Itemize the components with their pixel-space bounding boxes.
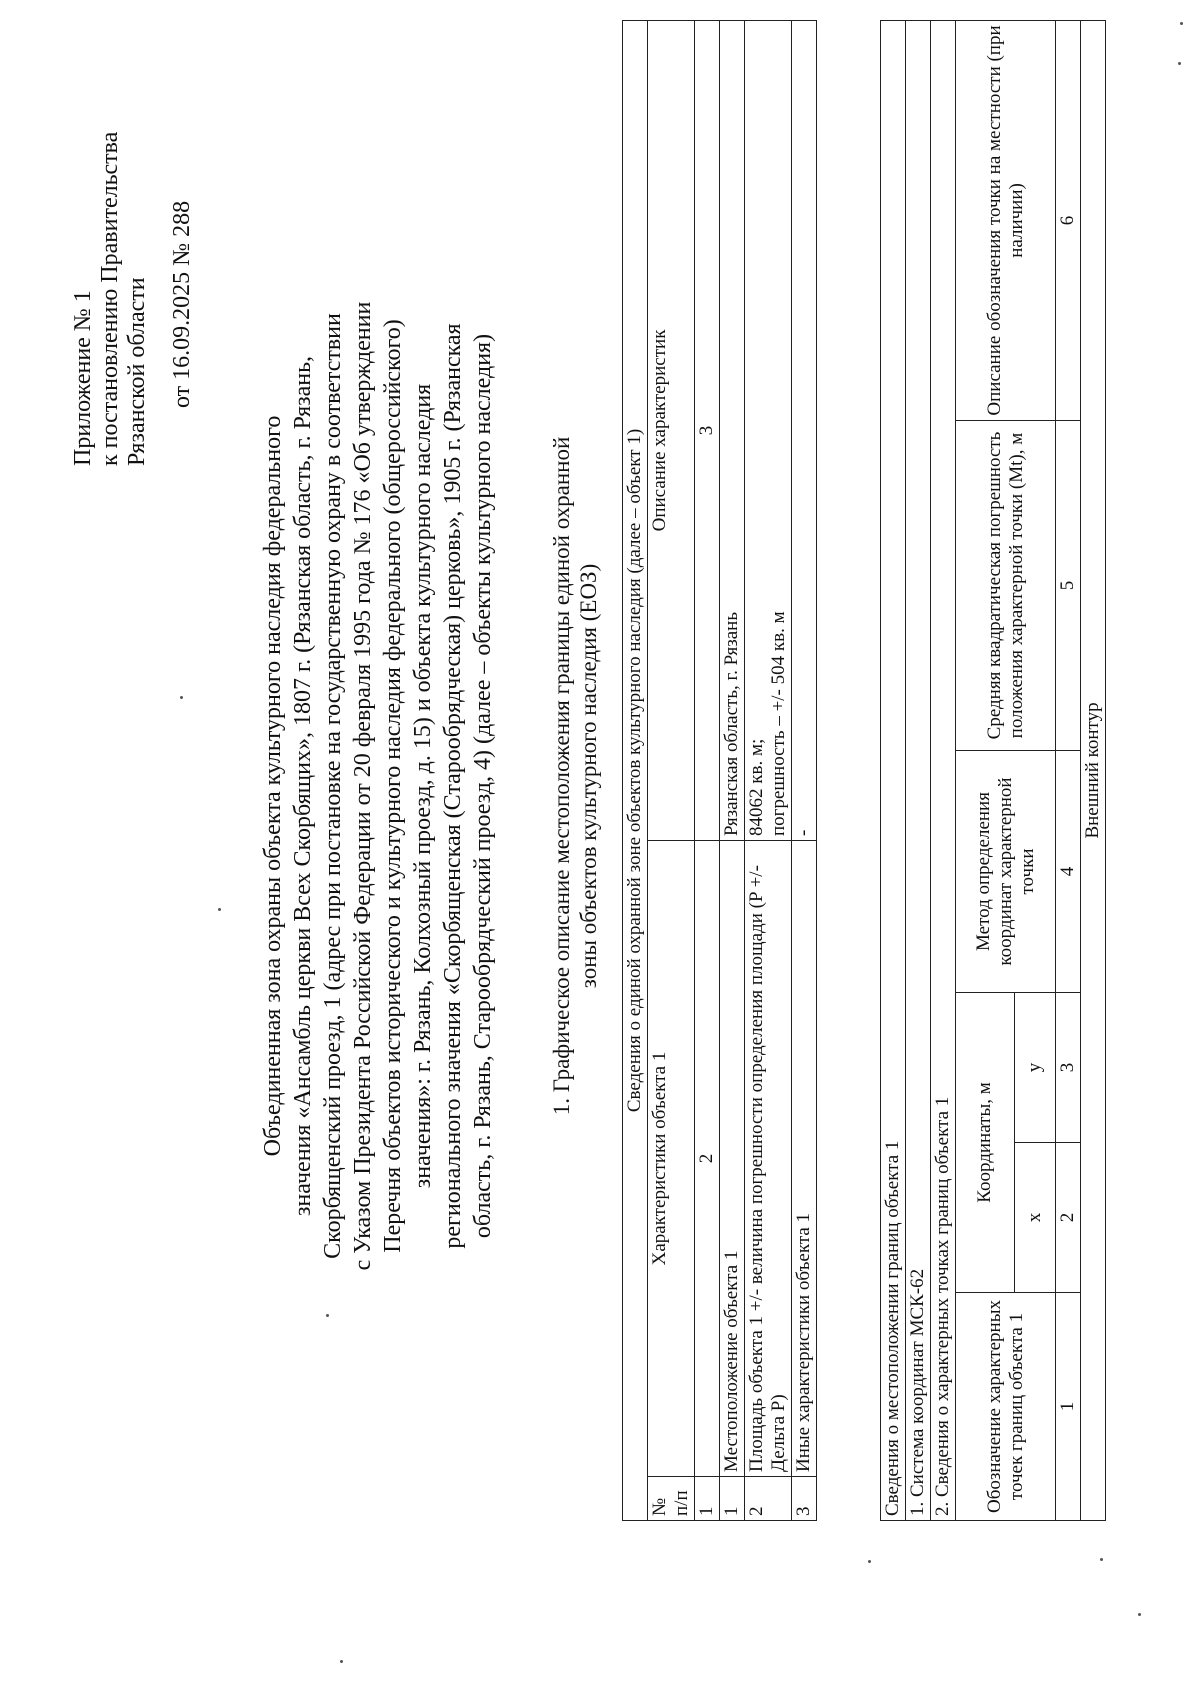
- scan-speck: [180, 696, 183, 699]
- appendix-line: к постановлению Правительства: [97, 131, 123, 466]
- scan-speck: [1178, 62, 1181, 65]
- table-row: [745, 20, 792, 1520]
- title-line: Перечня объектов исторического и культурного наследия федерального (общероссийского): [380, 319, 406, 1253]
- row-characteristic: Площадь объекта 1 +/- величина погрешности определения площади (P +/- Дельта P): [745, 841, 792, 1477]
- scan-speck: [868, 1560, 871, 1563]
- title-line: значения «Ансамбль церкви Всех Скорбящих», 1807 г. (Рязанская область, г. Рязань,: [290, 355, 316, 1217]
- title-line: регионального значения «Скорбященская (Старообрядческая) церковь», 1905 г. (Рязанская: [440, 323, 466, 1249]
- header-designation: Обозначение характерных точек границ объекта 1: [956, 1293, 1056, 1521]
- header-characteristics: Характеристики объекта 1: [648, 841, 695, 1477]
- description-line: 84062 кв. м;: [746, 738, 767, 836]
- row-characteristic: Иные характеристики объекта 1: [792, 841, 817, 1477]
- appendix-line: Рязанской области: [124, 277, 150, 466]
- scan-speck: [1100, 1558, 1103, 1561]
- row-description: Рязанская область, г. Рязань: [720, 20, 745, 840]
- column-number: 4: [1056, 751, 1081, 993]
- header-x: x: [1015, 1143, 1056, 1293]
- scan-speck: [1138, 1613, 1141, 1616]
- column-number: 6: [1056, 20, 1081, 420]
- title-line: область, г. Рязань, Старообрядческий проезд, 4) (далее – объекты культурного наследия): [470, 333, 496, 1239]
- header-marking: Описание обозначения точки на местности (при наличии): [956, 20, 1056, 420]
- column-number: 1: [695, 1477, 720, 1521]
- section-heading: [548, 176, 602, 1376]
- column-number: 1: [1056, 1293, 1081, 1521]
- row-description: [745, 20, 792, 840]
- appendix-date: от 16.09.2025 № 288: [169, 200, 195, 408]
- header-method: Метод определения координат характерной точки: [956, 751, 1056, 993]
- header-coordinates: Координаты, м: [956, 993, 1015, 1293]
- column-number: 2: [695, 841, 720, 1477]
- scan-speck: [1180, 22, 1183, 25]
- title-line: значения»: г. Рязань, Колхозный проезд, д. 15) и объекта культурного наследия: [410, 383, 436, 1189]
- appendix-header: [70, 132, 196, 466]
- points-caption: 2. Сведения о характерных точках границ объекта 1: [931, 20, 956, 1520]
- title-line: Скорбященский проезд, 1 (адрес при постановке на государственную охрану в соответствии: [320, 313, 346, 1259]
- section-heading-line: зоны объектов культурного наследия (ЕОЗ): [576, 563, 601, 989]
- table-caption: Сведения о местоположении границ объекта 1: [881, 20, 906, 1520]
- row-characteristic: Местоположение объекта 1: [720, 841, 745, 1477]
- outer-contour-label: Внешний контур: [1081, 20, 1106, 1520]
- table-caption: Сведения о единой охранной зоне объектов культурного наследия (далее – объект 1): [623, 20, 648, 1520]
- column-number: 3: [695, 20, 720, 840]
- section-heading-line: 1. Графическое описание местоположения границы единой охранной: [549, 436, 574, 1116]
- title-line: с Указом Президента Российской Федерации от 20 февраля 1995 года № 176 «Об утверждении: [350, 301, 376, 1271]
- table-row: [720, 20, 745, 1520]
- document-title: [258, 26, 498, 1546]
- column-number: 2: [1056, 1143, 1081, 1293]
- row-number: 2: [745, 1477, 792, 1521]
- column-number: 5: [1056, 421, 1081, 751]
- table-row: [792, 20, 817, 1520]
- object-info-table: [622, 20, 817, 1521]
- appendix-line: Приложение № 1: [70, 290, 96, 466]
- scan-speck: [340, 1660, 343, 1663]
- row-number: 1: [720, 1477, 745, 1521]
- header-y: y: [1015, 993, 1056, 1143]
- title-line: Объединенная зона охраны объекта культурного наследия федерального: [260, 415, 286, 1157]
- scan-speck: [218, 908, 221, 911]
- column-number: 3: [1056, 993, 1081, 1143]
- coordinate-system: 1. Система координат МСК-62: [906, 20, 931, 1520]
- boundary-points-table: [880, 20, 1106, 1521]
- header-number: № п/п: [648, 1477, 695, 1521]
- scan-speck: [326, 1314, 329, 1317]
- header-error: Средняя квадратическая погрешность положения характерной точки (Mt), м: [956, 421, 1056, 751]
- header-description: Описание характеристик: [648, 20, 695, 840]
- row-description: -: [792, 20, 817, 840]
- row-number: 3: [792, 1477, 817, 1521]
- description-line: погрешность – +/- 504 кв. м: [768, 611, 789, 836]
